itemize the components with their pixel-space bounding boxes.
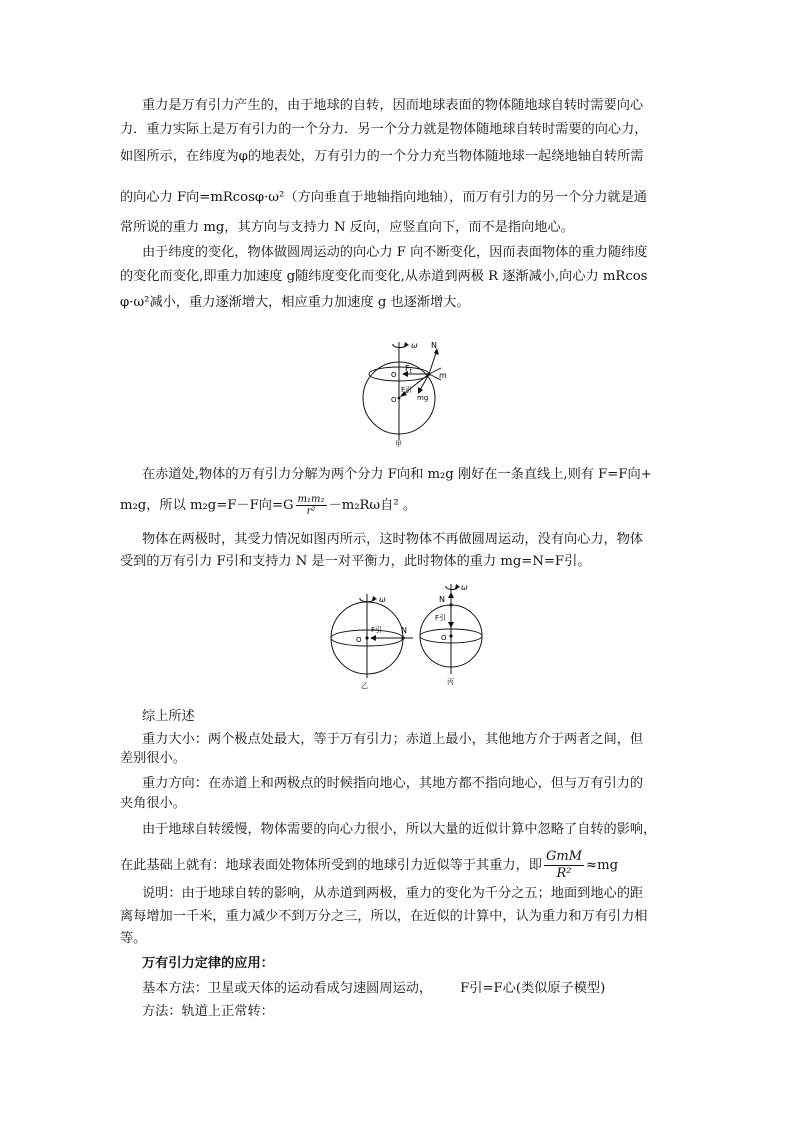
summary-heading: 综上所述 [142, 709, 195, 724]
O-label-bing: O [441, 634, 447, 642]
omega-label-bing: ω [461, 583, 468, 592]
paragraph-7-line-1: 重力方向：在赤道上和两极点的时候指向地心，其地方都不指向地心，但与万有引力的 [142, 776, 644, 791]
paragraph-1-line-5: 常所说的重力 mg，其方向与支持力 N 反向，应竖直向下，而不是指向地心。 [120, 220, 574, 235]
p8-fraction [544, 849, 584, 882]
N-label-yi: N [401, 626, 407, 635]
paragraph-1-line-2: 力．重力实际上是万有引力的一个分力．另一个分力就是物体随地球自转时需要的向心力， [120, 122, 648, 137]
paragraph-9-line-2: 离每增加一千米，重力减少不到万分之三，所以，在近似的计算中，认为重力和万有引力相 [120, 909, 648, 924]
p8-fraction-numerator: GmM [546, 849, 583, 864]
paragraph-2-line-2: 的变化而变化,即重力加速度 g随纬度变化而变化,从赤道到两极 R 逐渐减小,向心力 mRcos [120, 269, 648, 284]
figure-yi [327, 590, 417, 690]
paragraph-10 [142, 980, 702, 998]
m-label: m [439, 371, 447, 380]
p8-approx: ≈mg [586, 858, 619, 873]
p3-fraction-numerator: m₁m₂ [297, 494, 325, 505]
p3-fraction [296, 494, 327, 517]
paragraph-6-line-2: 差别很小。 [120, 751, 186, 766]
paragraph-4-line-2: 受到的万有引力 F引和支持力 N 是一对平衡力，此时物体的重力 mg=N=F引。 [120, 554, 591, 569]
p10-text: 基本方法：卫星或天体的运动看成匀速圆周运动， [142, 981, 433, 996]
paragraph-2-line-3: φ·ω²减小，重力逐渐增大，相应重力加速度 g 也逐渐增大。 [120, 295, 470, 310]
Fyin-label: F引 [401, 386, 413, 394]
caption-bing: 丙 [447, 678, 454, 686]
paragraph-2-line-1: 由于纬度的变化，物体做圆周运动的向心力 F 向不断变化，因而表面物体的重力随纬度 [142, 245, 648, 260]
paragraph-1-line-1: 重力是万有引力产生的，由于地球的自转，因而地球表面的物体随地球自转时需要向心 [142, 98, 644, 113]
figure-jia [355, 336, 465, 448]
figure-bing [417, 580, 497, 690]
p8-fraction-denominator: R² [556, 866, 572, 881]
Ft-label: $F_t$ [405, 364, 412, 375]
section-heading: 万有引力定律的应用： [142, 956, 274, 971]
p8-text: 在此基础上就有：地球表面处物体所受到的地球引力近似等于其重力，即 [120, 858, 542, 873]
paragraph-1-line-3: 如图所示，在纬度为φ的地表处，万有引力的一个分力充当物体随地球一起绕地轴自转所需 [120, 149, 644, 164]
p3-formula-right: －m₂Rω自² 。 [328, 498, 417, 513]
paragraph-4-line-1: 物体在两极时，其受力情况如图丙所示，这时物体不再做圆周运动，没有向心力，物体 [142, 532, 644, 547]
caption-jia: 甲 [395, 440, 402, 448]
mg-label: mg [417, 394, 429, 402]
Fyin-label-bing: F引 [435, 614, 447, 622]
paragraph-7-line-2: 夹角很小。 [120, 796, 186, 811]
caption-yi: 乙 [361, 682, 368, 690]
paragraph-9-line-1: 说明：由于地球自转的影响，从赤道到两极，重力的变化为千分之五；地面到地心的距 [142, 886, 644, 901]
omega-label-yi: ω [379, 595, 386, 604]
paragraph-8-line-1: 由于地球自转缓慢，物体需要的向心力很小，所以大量的近似计算中忽略了自转的影响， [142, 822, 657, 837]
N-label-bing: N [439, 595, 445, 604]
Fyin-label-yi: F引 [371, 626, 383, 634]
paragraph-8-line-2 [120, 849, 680, 882]
O-center-label: O [391, 396, 397, 404]
p3-fraction-denominator: r² [306, 506, 316, 517]
paragraph-11: 方法：轨道上正常转： [142, 1004, 274, 1019]
p10-formula: F引=F心(类似原子模型) [460, 981, 606, 996]
omega-label: ω [411, 341, 418, 350]
p3-formula-left: m₂g，所以 m₂g=F－F向=G [120, 498, 294, 513]
paragraph-6-line-1: 重力大小：两个极点处最大，等于万有引力；赤道上最小，其他地方介于两者之间，但 [142, 732, 644, 747]
paragraph-9-line-3: 等。 [120, 931, 147, 946]
O-top-label: O [391, 371, 397, 379]
N-label: N [431, 341, 437, 350]
O-label-yi: O [356, 636, 362, 644]
paragraph-3-line-1: 在赤道处,物体的万有引力分解为两个分力 F向和 m₂g 刚好在一条直线上,则有 F=F向+ [142, 467, 652, 482]
paragraph-1-line-4: 的向心力 F向=mRcosφ·ω²（方向垂直于地轴指向地轴），而万有引力的另一个分力就是通 [120, 190, 647, 205]
paragraph-3-line-2 [120, 494, 680, 517]
